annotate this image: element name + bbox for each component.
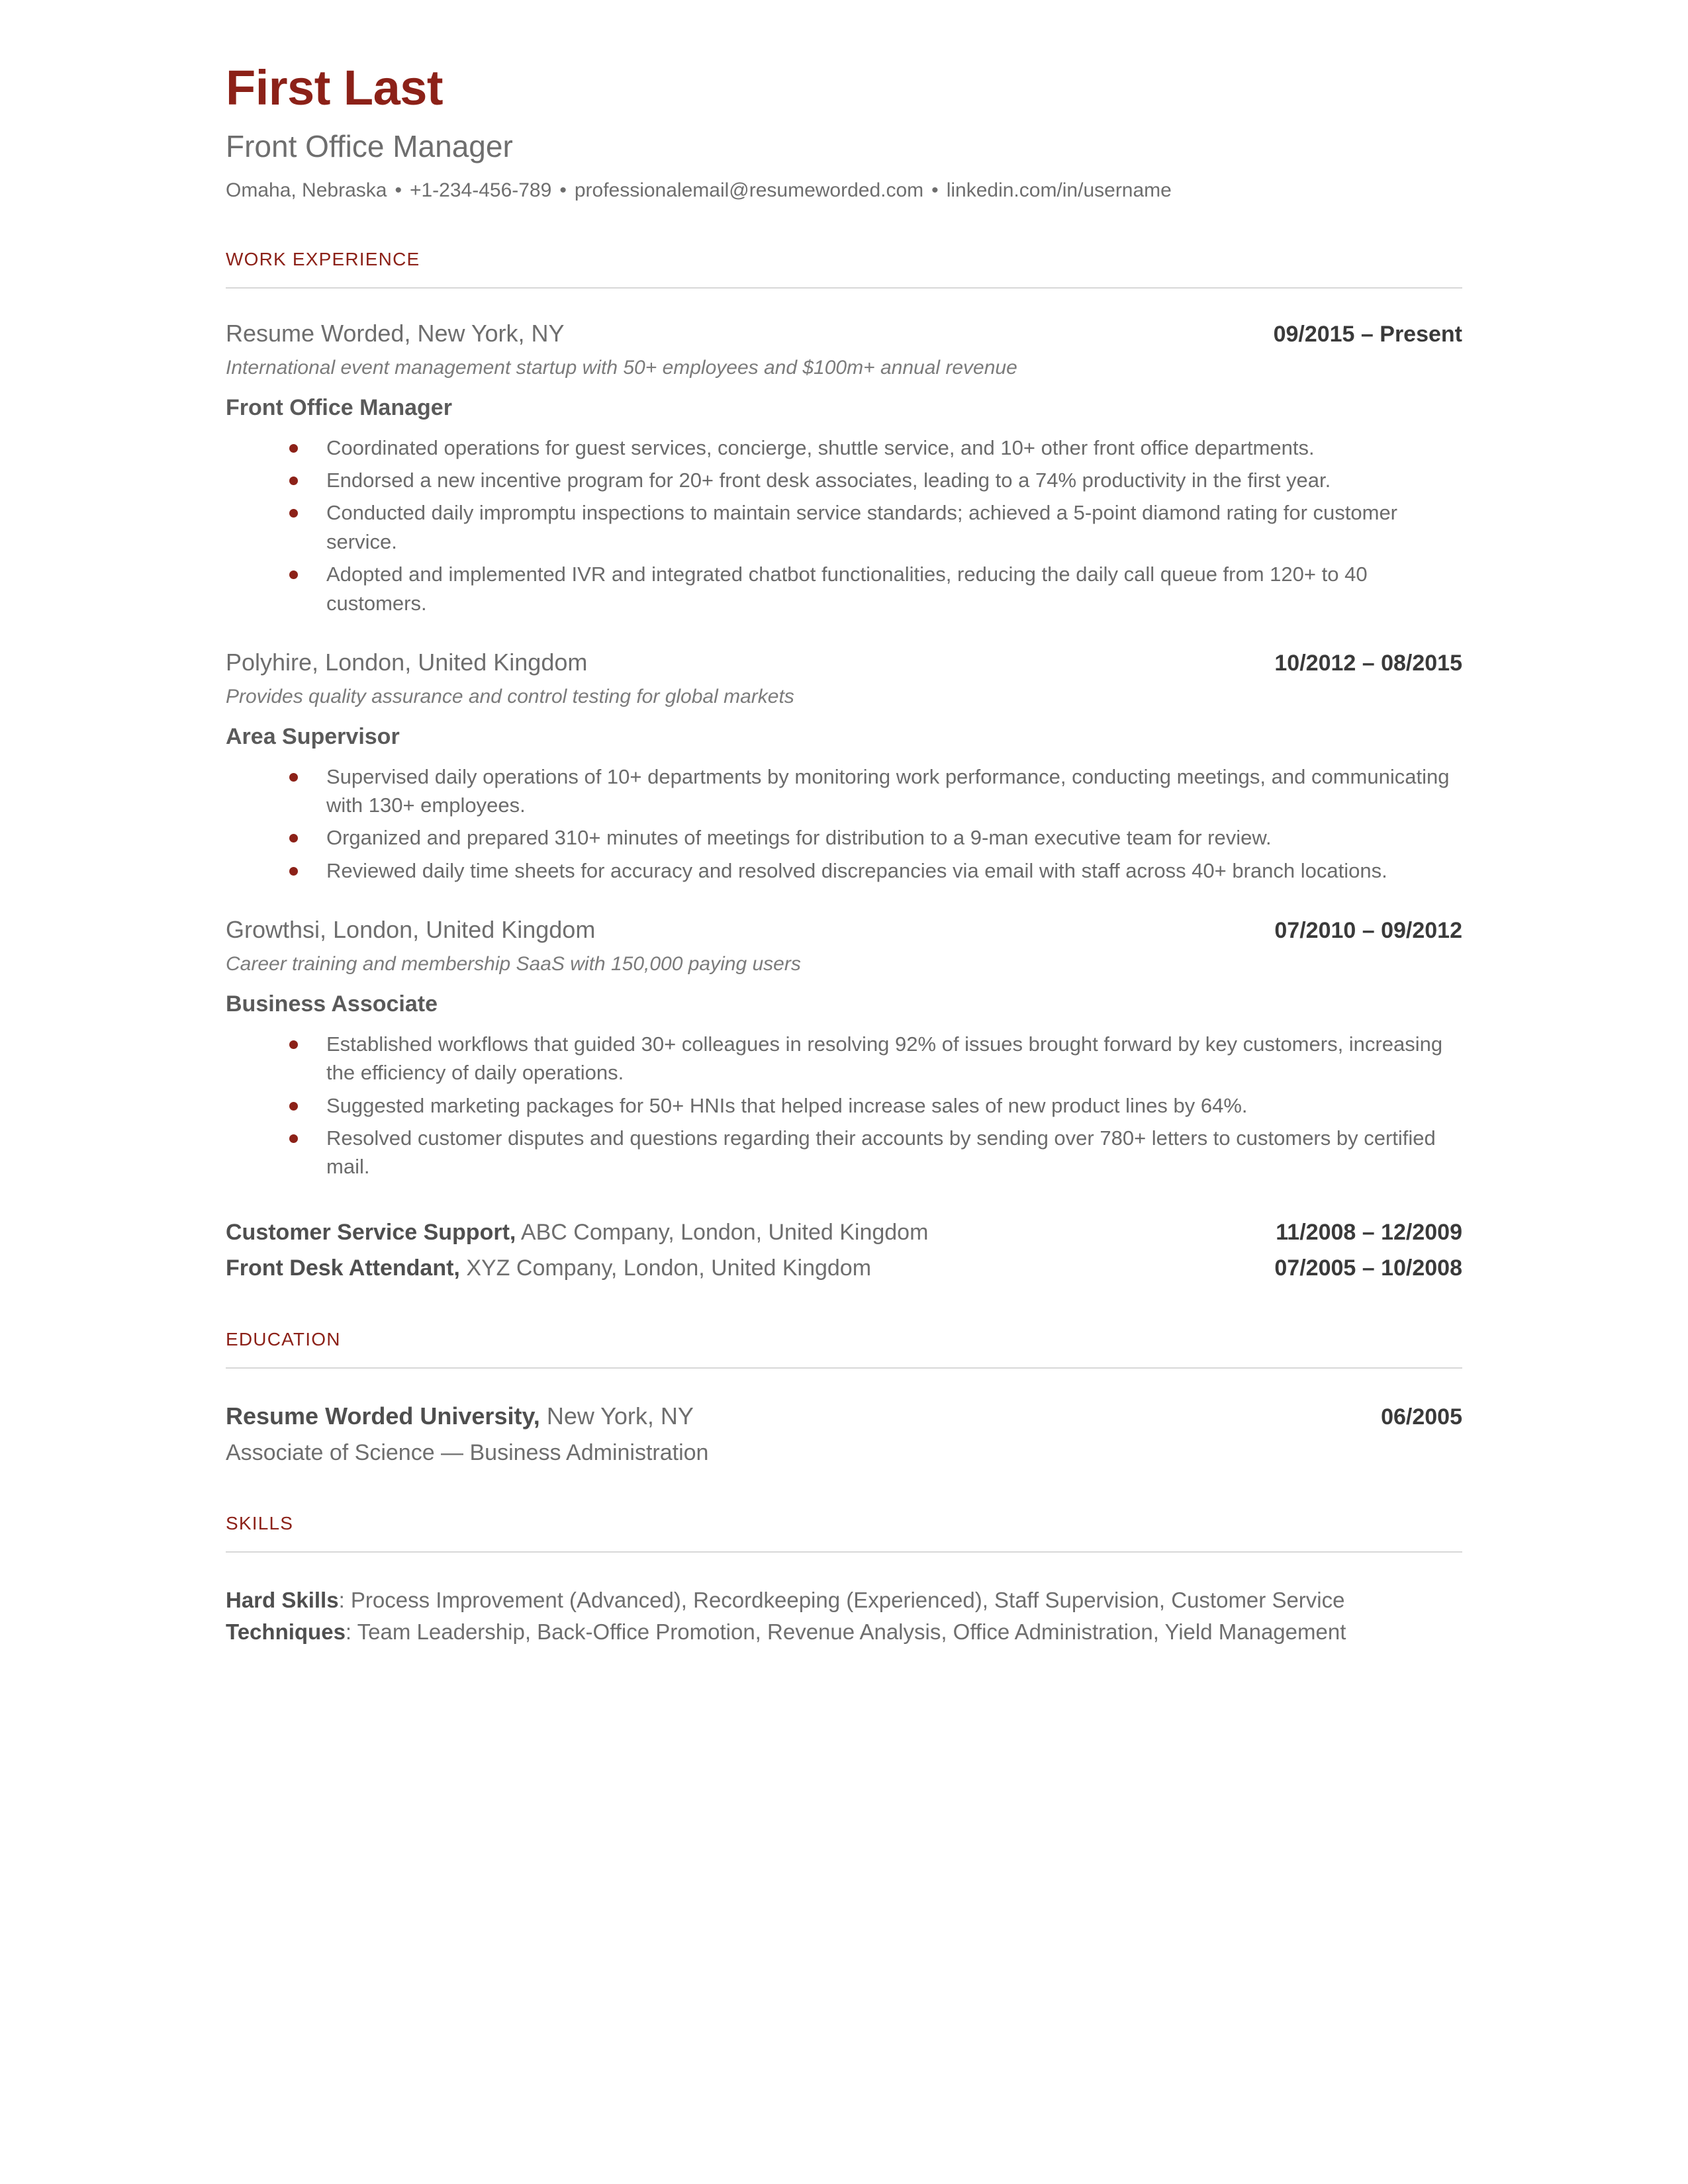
section-title-work-experience: WORK EXPERIENCE (226, 249, 420, 270)
section-divider-education (226, 1367, 1462, 1369)
section-title-education: EDUCATION (226, 1328, 341, 1349)
job-description: Career training and membership SaaS with 150,000 paying users (226, 952, 801, 975)
job-bullet (289, 1030, 1462, 1087)
bullet-dot-icon (289, 477, 298, 485)
compact-role-label (226, 1218, 928, 1247)
job-company: Polyhire, London, United Kingdom (226, 649, 588, 676)
section-title-skills: SKILLS (226, 1512, 294, 1533)
job-bullet-text: Suggested marketing packages for 50+ HNIs that helped increase sales of new product lines by 64%. (326, 1093, 1248, 1117)
compact-role-dates: 07/2005 – 10/2008 (1274, 1255, 1462, 1281)
contact-separator-2: • (559, 179, 567, 201)
contact-email[interactable]: professionalemail@resumeworded.com (574, 179, 924, 201)
contact-separator-3: • (931, 179, 939, 201)
job-bullet (289, 1091, 1462, 1120)
job-bullet (289, 433, 1462, 462)
job-company: Resume Worded, New York, NY (226, 320, 565, 347)
bullet-dot-icon (289, 570, 298, 579)
section-divider-work-experience (226, 287, 1462, 289)
education-header-row (226, 1402, 1462, 1430)
compact-role-dates: 11/2008 – 12/2009 (1276, 1219, 1462, 1245)
skills-body (226, 1584, 1462, 1648)
job-bullet (289, 498, 1462, 556)
section-education (226, 1329, 1462, 1467)
bullet-dot-icon (289, 867, 298, 876)
compact-role-row (226, 1254, 1462, 1283)
job-role-title: Area Supervisor (226, 723, 400, 749)
job-bullet (289, 560, 1462, 617)
education-school-line (226, 1402, 694, 1430)
job-dates: 09/2015 – Present (1273, 322, 1462, 347)
job-bullet-text: Reviewed daily time sheets for accuracy and resolved discrepancies via email with staff across 40+ branch locations. (326, 858, 1387, 882)
compact-role-row (226, 1218, 1462, 1247)
compact-role-company: ABC Company, London, United Kingdom (516, 1219, 929, 1245)
bullet-dot-icon (289, 1102, 298, 1111)
job-entry (226, 319, 1462, 617)
contact-separator-1: • (395, 179, 402, 201)
job-company: Growthsi, London, United Kingdom (226, 916, 596, 944)
contact-line (226, 178, 1462, 203)
contact-location: Omaha, Nebraska (226, 179, 387, 201)
job-bullet-text: Established workflows that guided 30+ colleagues in resolving 92% of issues brought forward by key customers, increasing the efficiency of daily operations. (326, 1032, 1443, 1085)
job-bullet (289, 823, 1462, 852)
education-school-location: New York, NY (539, 1402, 694, 1430)
job-bullet (289, 856, 1462, 885)
job-bullet-text: Conducted daily impromptu inspections to maintain service standards; achieved a 5-point diamond rating for customer service. (326, 501, 1398, 553)
job-header-row (226, 648, 1462, 677)
candidate-name: First Last (226, 60, 444, 115)
compact-role-label (226, 1254, 871, 1283)
job-bullet (289, 1124, 1462, 1181)
skill-line (226, 1584, 1462, 1616)
job-bullet-text: Resolved customer disputes and questions regarding their accounts by sending over 780+ letters to customers by certified mail. (326, 1126, 1436, 1179)
job-bullet-list (226, 433, 1462, 617)
section-divider-skills (226, 1551, 1462, 1553)
job-bullet-list (226, 1030, 1462, 1181)
contact-linkedin[interactable]: linkedin.com/in/username (946, 179, 1172, 201)
job-description: International event management startup with 50+ employees and $100m+ annual revenue (226, 356, 1017, 379)
job-header-row (226, 319, 1462, 348)
compact-role-title: Customer Service Support, (226, 1219, 516, 1245)
compact-role-title: Front Desk Attendant, (226, 1255, 460, 1281)
section-skills (226, 1513, 1462, 1648)
compact-role-company: XYZ Company, London, United Kingdom (459, 1255, 872, 1281)
bullet-dot-icon (289, 509, 298, 518)
job-bullet-text: Endorsed a new incentive program for 20+ front desk associates, leading to a 74% productivity in the first year. (326, 469, 1331, 492)
skill-category-label: Hard Skills (226, 1587, 339, 1612)
education-entry (226, 1402, 1462, 1467)
job-bullet (289, 762, 1462, 820)
skill-category-values: : Process Improvement (Advanced), Recordkeeping (Experienced), Staff Supervision, Customer Service (338, 1587, 1345, 1612)
section-work-experience (226, 249, 1462, 1283)
education-school-name: Resume Worded University, (226, 1402, 540, 1430)
job-header-row (226, 915, 1462, 944)
resume-header (226, 60, 1462, 203)
job-bullet-text: Organized and prepared 310+ minutes of meetings for distribution to a 9-man executive team for review. (326, 826, 1272, 850)
contact-phone[interactable]: +1-234-456-789 (409, 179, 552, 201)
compact-role-list (226, 1218, 1462, 1283)
bullet-dot-icon (289, 834, 298, 842)
bullet-dot-icon (289, 1134, 298, 1143)
job-entry (226, 648, 1462, 885)
job-bullet (289, 466, 1462, 494)
skill-category-values: : Team Leadership, Back-Office Promotion, Revenue Analysis, Office Administration, Yield Management (345, 1619, 1346, 1644)
job-description: Provides quality assurance and control testing for global markets (226, 685, 794, 707)
skill-line (226, 1616, 1462, 1648)
education-date: 06/2005 (1381, 1404, 1462, 1430)
job-role-title: Business Associate (226, 991, 438, 1017)
job-bullet-list (226, 762, 1462, 886)
job-dates: 10/2012 – 08/2015 (1274, 651, 1462, 676)
job-bullet-text: Coordinated operations for guest services, concierge, shuttle service, and 10+ other front office departments. (326, 435, 1315, 459)
bullet-dot-icon (289, 444, 298, 453)
bullet-dot-icon (289, 1040, 298, 1049)
job-entry (226, 915, 1462, 1181)
skill-category-label: Techniques (226, 1619, 346, 1644)
resume-sheet (149, 60, 1539, 1647)
bullet-dot-icon (289, 773, 298, 782)
job-dates: 07/2010 – 09/2012 (1274, 918, 1462, 944)
candidate-headline: Front Office Manager (226, 129, 513, 163)
job-role-title: Front Office Manager (226, 394, 452, 420)
education-degree: Associate of Science — Business Administration (226, 1439, 709, 1465)
job-bullet-text: Supervised daily operations of 10+ departments by monitoring work performance, conducting meetings, and communicating with 130+ employees. (326, 764, 1450, 817)
job-bullet-text: Adopted and implemented IVR and integrated chatbot functionalities, reducing the daily call queue from 120+ to 40 customers. (326, 563, 1368, 615)
